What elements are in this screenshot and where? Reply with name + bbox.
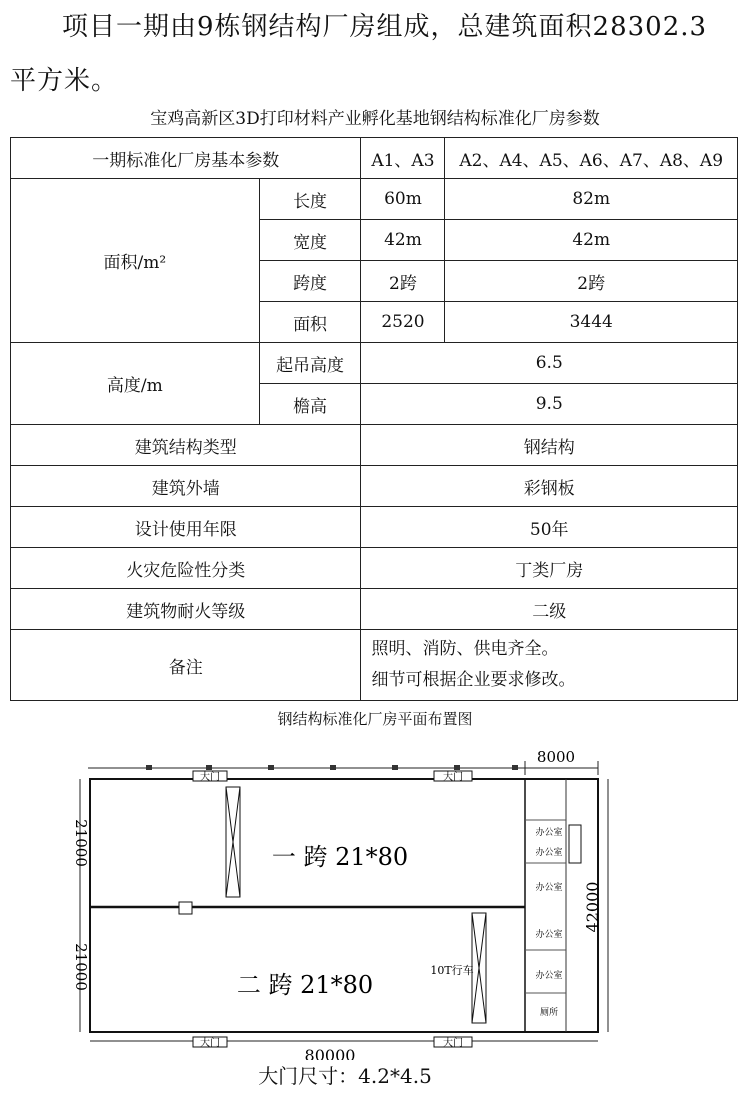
table-title: 宝鸡高新区3D打印材料产业孵化基地钢结构标准化厂房参数 <box>150 109 600 129</box>
intro-line-2: 平方米。 <box>10 66 119 96</box>
row-label: 设计使用年限 <box>11 507 361 548</box>
row-label: 建筑结构类型 <box>11 425 361 466</box>
table-row <box>11 548 738 589</box>
height-group-label: 高度/m <box>11 343 260 425</box>
dim-right-label: 42000 <box>583 881 602 933</box>
dim-left-top-label: 21000 <box>72 819 90 867</box>
intro-line-1: 项目一期由9栋钢结构厂房组成，总建筑面积28302.3 <box>62 12 708 42</box>
cell-a1: 42m <box>361 220 445 261</box>
table-row <box>11 179 738 220</box>
toilet-label: 厕所 <box>539 1008 559 1018</box>
span-1-label: 一 跨 21*80 <box>271 843 409 871</box>
svg-text:大门: 大门 <box>200 1038 220 1049</box>
remark-label: 备注 <box>11 630 361 701</box>
crane-span-2 <box>472 913 486 1023</box>
door-top-left <box>193 770 227 783</box>
span-2-label: 二 跨 21*80 <box>236 971 374 999</box>
cell-value: 彩钢板 <box>361 466 738 507</box>
row-label: 宽度 <box>259 220 361 261</box>
table-row <box>11 589 738 630</box>
cell-a1: 2520 <box>361 302 445 343</box>
parameter-table <box>10 137 738 701</box>
remark-line-2: 细节可根据企业要求修改。 <box>371 670 576 690</box>
remark-row <box>11 630 738 701</box>
svg-text:大门: 大门 <box>443 1038 463 1049</box>
side-door <box>569 825 581 863</box>
office-label: 办公室 <box>535 883 563 893</box>
door-bottom-right <box>434 1036 472 1049</box>
row-label: 长度 <box>259 179 361 220</box>
row-label: 建筑物耐火等级 <box>11 589 361 630</box>
row-label: 檐高 <box>259 384 361 425</box>
intro-paragraph <box>10 0 745 108</box>
table-row <box>11 507 738 548</box>
svg-text:大门: 大门 <box>443 772 463 783</box>
table-row <box>11 343 738 384</box>
floor-plan-drawing <box>0 735 750 1060</box>
plan-title: 钢结构标准化厂房平面布置图 <box>277 710 473 728</box>
remark-line-1: 照明、消防、供电齐全。 <box>371 639 559 659</box>
office-label: 办公室 <box>535 828 563 838</box>
header-group1: A1、A3 <box>361 138 445 179</box>
cell-a2: 3444 <box>445 302 738 343</box>
cell-value: 丁类厂房 <box>361 548 738 589</box>
door-size-note: 大门尺寸：4.2*4.5 <box>258 1064 432 1088</box>
cell-a2: 82m <box>445 179 738 220</box>
cell-a2: 42m <box>445 220 738 261</box>
header-group2: A2、A4、A5、A6、A7、A8、A9 <box>445 138 738 179</box>
stair-mark <box>179 902 192 914</box>
area-group-label: 面积/m² <box>11 179 260 343</box>
dim-left-bottom-label: 21000 <box>72 943 90 991</box>
row-label: 跨度 <box>259 261 361 302</box>
cell-value: 6.5 <box>361 343 738 384</box>
office-label: 办公室 <box>535 971 563 981</box>
header-label: 一期标准化厂房基本参数 <box>11 138 361 179</box>
cell-value: 9.5 <box>361 384 738 425</box>
cell-value: 50年 <box>361 507 738 548</box>
svg-text:大门: 大门 <box>200 772 220 783</box>
office-label: 办公室 <box>535 930 563 940</box>
crane-label: 10T行车 <box>430 964 474 977</box>
door-top-right <box>434 770 472 783</box>
door-bottom-left <box>193 1036 227 1049</box>
cell-a1: 2跨 <box>361 261 445 302</box>
row-label: 起吊高度 <box>259 343 361 384</box>
dim-bottom-label: 80000 <box>304 1046 356 1060</box>
table-row <box>11 466 738 507</box>
table-row <box>11 425 738 466</box>
table-header-row <box>11 138 738 179</box>
cell-value: 钢结构 <box>361 425 738 466</box>
office-label: 办公室 <box>535 848 563 858</box>
cell-a1: 60m <box>361 179 445 220</box>
cell-value: 二级 <box>361 589 738 630</box>
cell-a2: 2跨 <box>445 261 738 302</box>
row-label: 面积 <box>259 302 361 343</box>
crane-span-1 <box>226 787 240 897</box>
row-label: 火灾危险性分类 <box>11 548 361 589</box>
dim-top-label: 8000 <box>536 748 576 766</box>
row-label: 建筑外墙 <box>11 466 361 507</box>
remark-cell <box>361 630 738 701</box>
